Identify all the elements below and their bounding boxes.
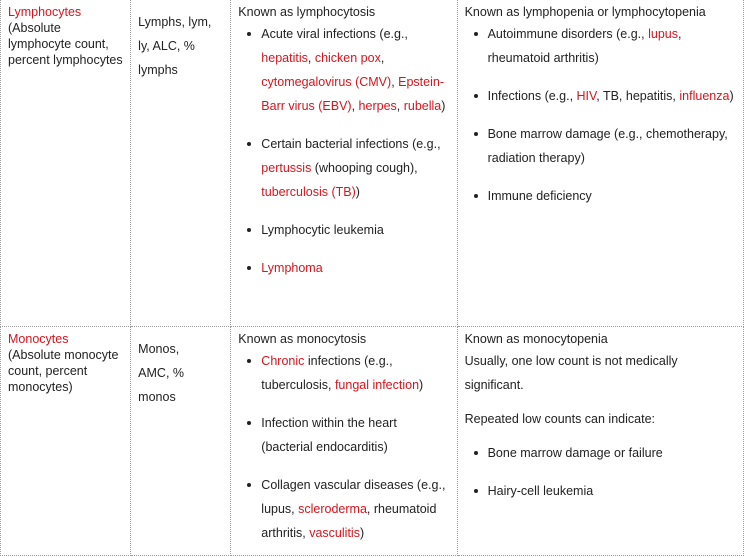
list-item: Infection within the heart (bacterial endocarditis) xyxy=(238,411,450,459)
term-link[interactable]: pertussis xyxy=(261,161,312,175)
list-item: Hairy-cell leukemia xyxy=(465,479,737,503)
test-name-cell xyxy=(1,0,131,327)
bullet-icon xyxy=(247,421,251,425)
term-link[interactable]: Lymphoma xyxy=(261,261,323,275)
high-levels-heading: Known as lymphocytosis xyxy=(238,5,376,19)
test-name-cell xyxy=(1,327,131,556)
list-item: Certain bacterial infections (e.g., pertussis (whooping cough), tuberculosis (TB)) xyxy=(238,132,450,204)
abbreviation-line: AMC, % xyxy=(138,366,185,380)
abbreviation-line: Lymphs, lym, xyxy=(138,15,212,29)
list-item: Immune deficiency xyxy=(465,184,737,208)
high-levels-cell xyxy=(231,0,457,327)
high-levels-list xyxy=(238,22,450,280)
term-link[interactable]: vasculitis xyxy=(309,526,360,540)
term-link[interactable]: hepatitis xyxy=(261,51,308,65)
test-description: (Absolute monocyte count, percent monocytes) xyxy=(8,348,119,394)
abbreviation-line: ly, ALC, % xyxy=(138,39,195,53)
term-link[interactable]: chicken pox xyxy=(314,51,381,65)
low-levels-heading: Known as lymphopenia or lymphocytopenia xyxy=(464,5,706,19)
term-link[interactable]: influenza xyxy=(679,89,730,103)
term-link[interactable]: scleroderma xyxy=(298,502,367,516)
list-item: Infections (e.g., HIV, TB, hepatitis, influenza) xyxy=(465,84,737,108)
test-name-link[interactable]: Monocytes xyxy=(8,332,69,346)
low-levels-list xyxy=(465,22,737,208)
term-link[interactable]: fungal infection xyxy=(334,378,420,392)
test-name-link[interactable]: Lymphocytes xyxy=(8,5,82,19)
list-item: Lymphocytic leukemia xyxy=(238,218,450,242)
bullet-icon xyxy=(247,359,251,363)
term-link[interactable]: herpes xyxy=(358,99,397,113)
term-link[interactable]: HIV xyxy=(576,89,597,103)
high-levels-list xyxy=(238,349,450,545)
bullet-icon xyxy=(247,266,251,270)
list-item: Collagen vascular diseases (e.g., lupus, scleroderma, rheumatoid arthritis, vasculitis) xyxy=(238,473,450,545)
bullet-icon xyxy=(474,489,478,493)
low-levels-paragraph: Usually, one low count is not medically significant. xyxy=(464,354,678,392)
term-link[interactable]: lupus xyxy=(648,27,678,41)
list-item: Bone marrow damage (e.g., chemotherapy, radiation therapy) xyxy=(465,122,737,170)
abbreviation-line: monos xyxy=(138,390,176,404)
abbreviation-line: lymphs xyxy=(138,63,178,77)
term-link[interactable]: cytomegalovirus (CMV) xyxy=(261,75,392,89)
list-item: Chronic infections (e.g., tuberculosis, fungal infection) xyxy=(238,349,450,397)
list-item xyxy=(238,256,450,280)
high-levels-cell xyxy=(231,327,457,556)
term-link[interactable]: rubella xyxy=(403,99,442,113)
bullet-icon xyxy=(247,142,251,146)
low-levels-cell xyxy=(457,0,743,327)
low-levels-cell xyxy=(457,327,743,556)
bullet-icon xyxy=(474,194,478,198)
bullet-icon xyxy=(247,32,251,36)
bullet-icon xyxy=(474,32,478,36)
abbreviation-cell xyxy=(131,327,231,556)
table-row xyxy=(1,327,744,556)
table-row xyxy=(1,0,744,327)
term-link[interactable]: Chronic xyxy=(261,354,305,368)
bullet-icon xyxy=(474,451,478,455)
low-levels-list xyxy=(465,441,737,503)
abbreviation-cell xyxy=(131,0,231,327)
test-description: (Absolute lymphocyte count, percent lymphocytes xyxy=(8,21,123,67)
list-item: Autoimmune disorders (e.g., lupus, rheumatoid arthritis) xyxy=(465,22,737,70)
bullet-icon xyxy=(247,228,251,232)
list-item: Bone marrow damage or failure xyxy=(465,441,737,465)
bullet-icon xyxy=(247,483,251,487)
bullet-icon xyxy=(474,94,478,98)
low-levels-heading: Known as monocytopenia xyxy=(464,332,608,346)
high-levels-heading: Known as monocytosis xyxy=(238,332,367,346)
term-link[interactable]: tuberculosis (TB) xyxy=(261,185,356,199)
low-levels-paragraph: Repeated low counts can indicate: xyxy=(464,412,655,426)
abbreviation-line: Monos, xyxy=(138,342,180,356)
list-item: Acute viral infections (e.g., hepatitis, chicken pox, cytomegalovirus (CMV), Epstein-Barr virus (EBV), herpes, rubella) xyxy=(238,22,450,118)
bullet-icon xyxy=(474,132,478,136)
term-link[interactable]: Epstein-Barr virus (EBV) xyxy=(261,75,444,113)
